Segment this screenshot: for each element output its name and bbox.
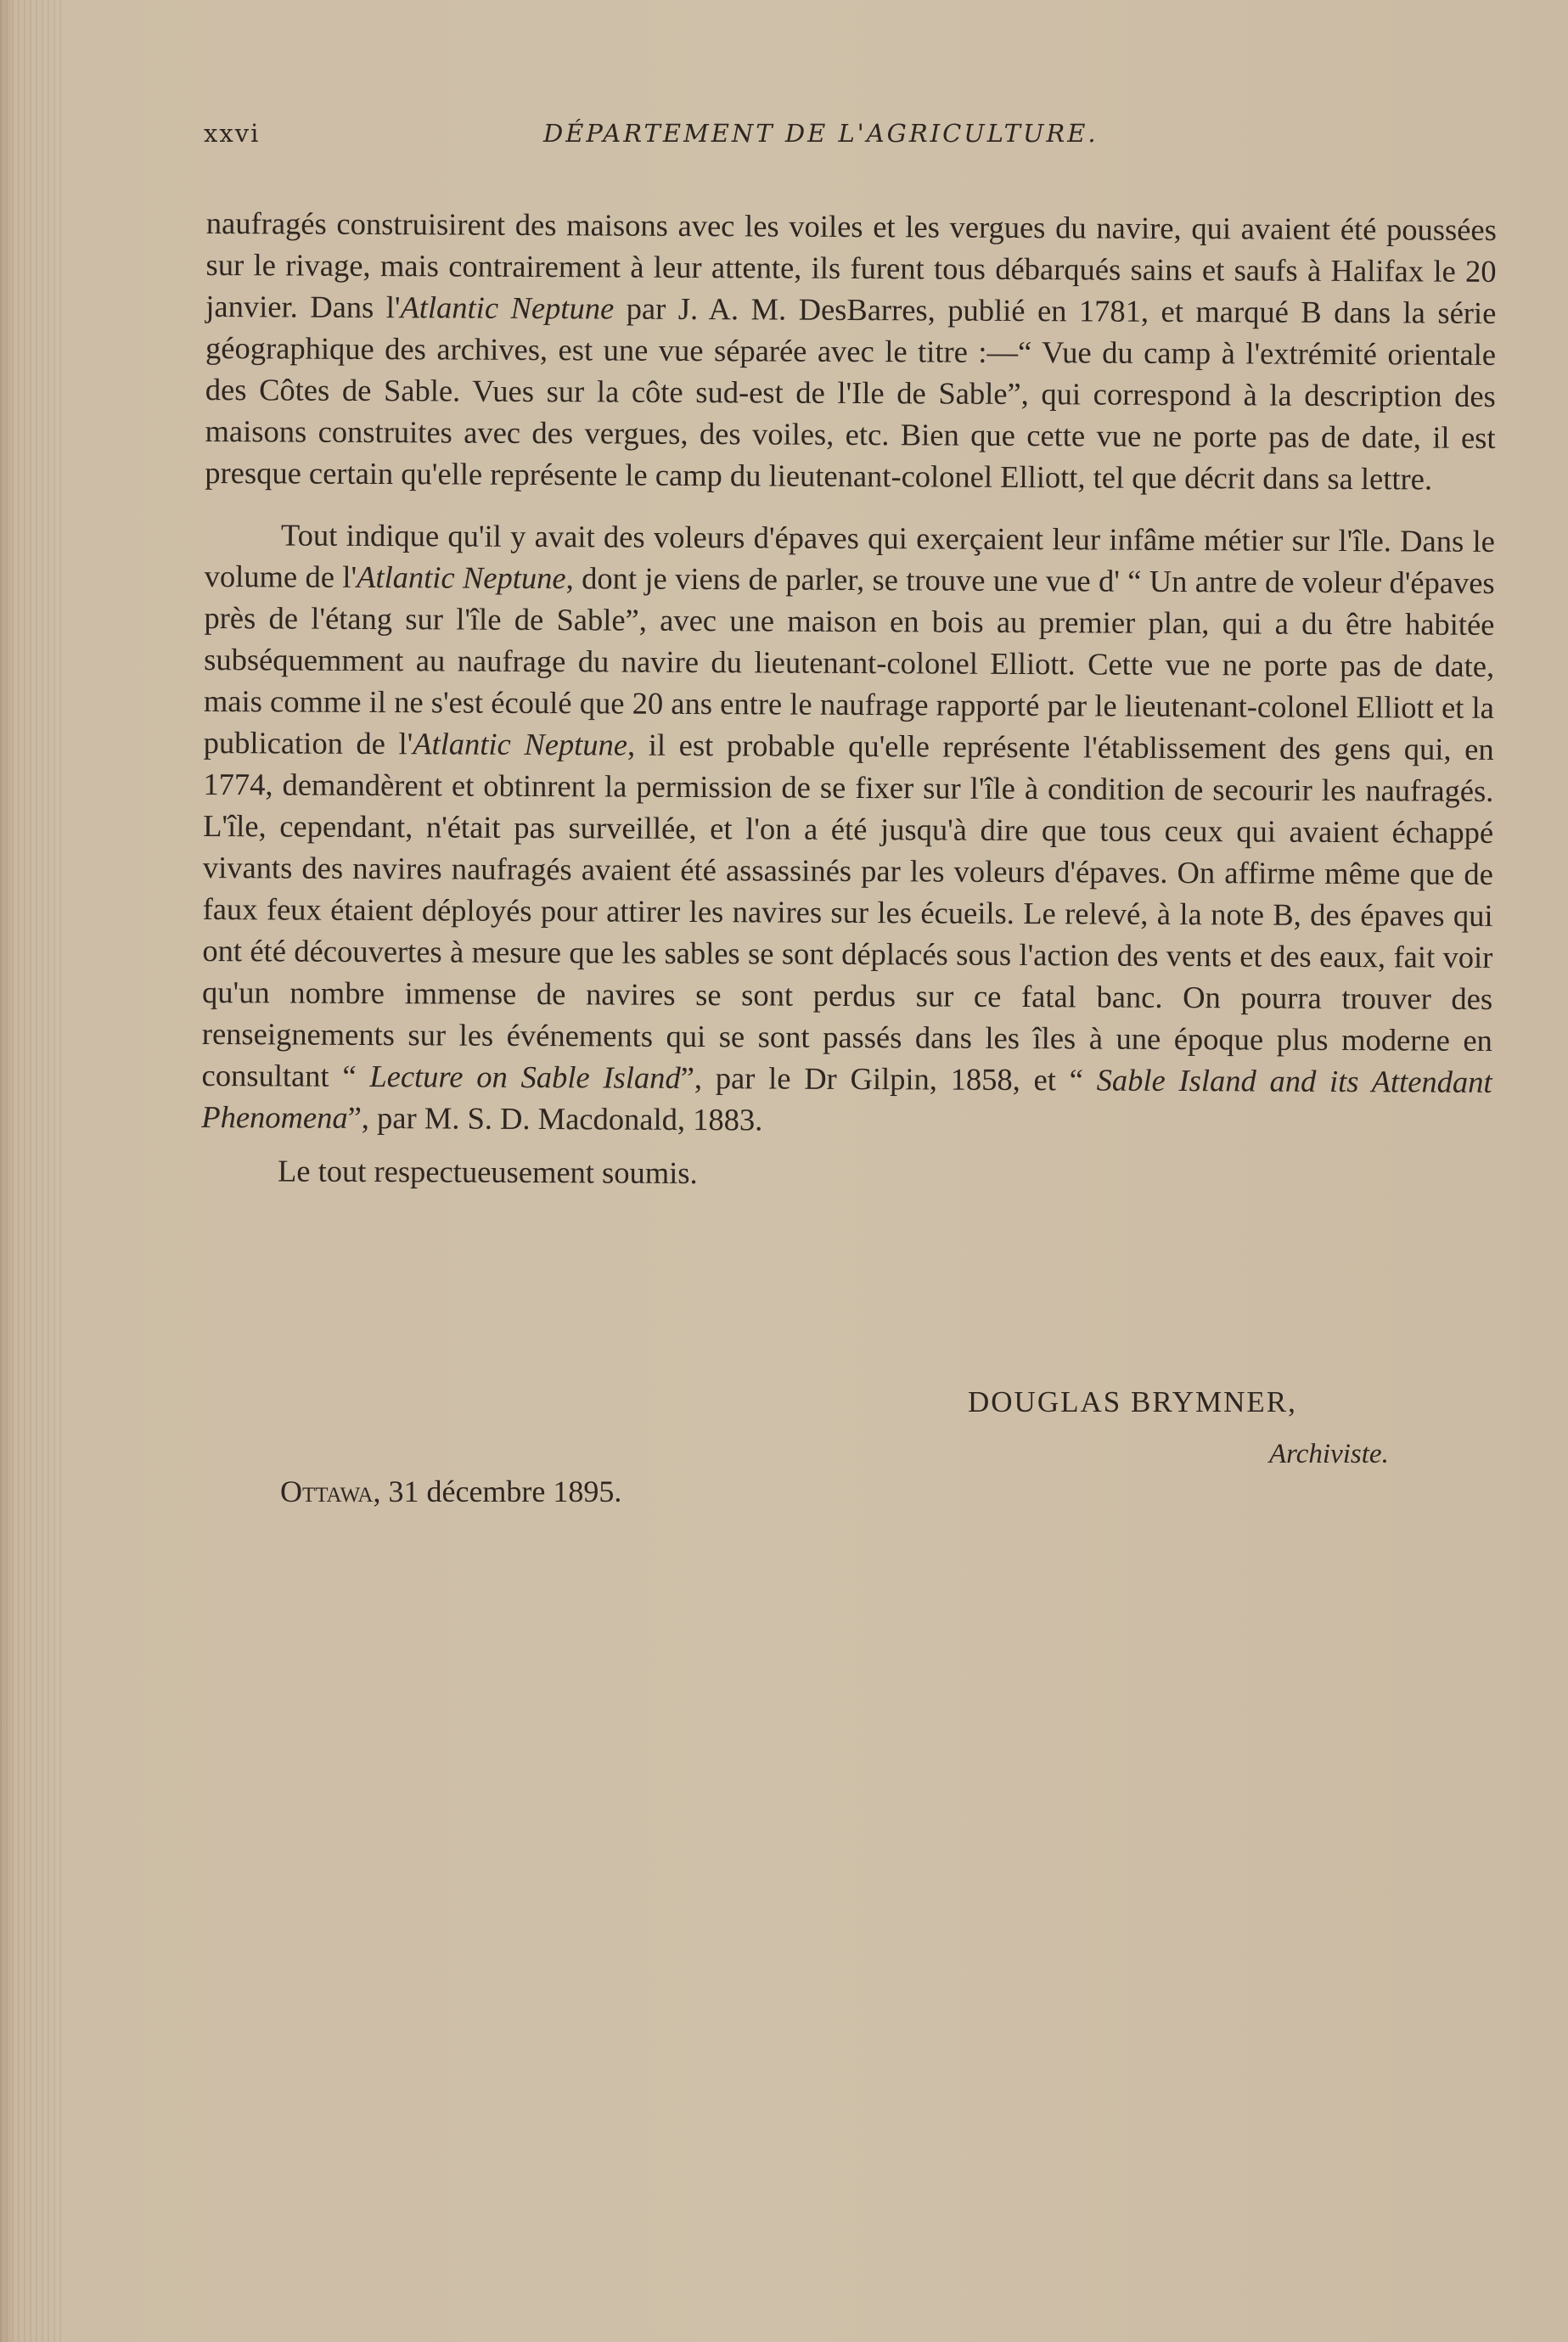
page-number: xxvi <box>204 119 261 148</box>
paragraph-2 <box>201 514 1495 1144</box>
paragraph-2-text-1: Tout indique qu'il y avait des voleurs d'épaves qui exerçaient leur infâme métier sur l'île. Dans le volume de l' <box>204 517 1496 594</box>
paragraph-2-italic-1: Atlantic Neptune <box>356 559 566 596</box>
paragraph-2-text-4: ”, par le Dr Gilpin, 1858, et “ <box>680 1059 1097 1098</box>
running-title: DÉPARTEMENT DE L'AGRICULTURE. <box>543 119 1099 148</box>
binding-edge <box>0 0 61 2342</box>
signature-name: DOUGLAS BRYMNER, <box>968 1385 1297 1418</box>
paragraph-2-italic-4: Sable Island and its Attendant Phenomena <box>201 1062 1492 1135</box>
paragraph-1-text-2: par J. A. M. DesBarres, publié en 1781, et marqué B dans la série géographique des archives, est une vue séparée avec le titre :—“ Vue du camp à l'extrémité orientale des Côtes de Sable. Vues sur la côte sud-est de l'Ile de Sable”, qui correspond à la description des maisons construites avec des vergues, des voiles, etc. Bien que cette vue ne porte pas de date, il est presque certain qu'elle représente le camp du lieutenant-colonel Elliott, tel que décrit dans sa lettre. <box>205 290 1497 497</box>
signature-title: Archiviste. <box>1269 1439 1389 1469</box>
paragraph-2-italic-2: Atlantic Neptune <box>413 726 628 762</box>
dateline-date: , 31 décembre 1895. <box>373 1474 622 1508</box>
dateline <box>280 1474 621 1509</box>
paragraph-2-text-3: , il est probable qu'elle représente l'établissement des gens qui, en 1774, demandèrent et obtinrent la permission de se fixer sur l'île à condition de secourir les naufragés. L'île, cependant, n'était pas surveillée, et l'on a été jusqu'à dire que tous ceux qui avaient échappé vivants des navires naufragés avaient été assassinés par les voleurs d'épaves. On affirme même que de faux feux étaient déployés pour attirer les navires sur les écueils. Le relevé, à la note B, des épaves qui ont été découvertes à mesure que les sables se sont déplacés sous l'action des vents et des eaux, fait voir qu'un nombre immense de navires se sont perdus sur ce fatal banc. On pourra trouver des renseignements sur les événements qui se sont passés dans les îles à une époque plus moderne en consultant “ <box>201 727 1494 1094</box>
closing-line: Le tout respectueusement soumis. <box>277 1153 698 1191</box>
dateline-place: Ottawa <box>280 1474 374 1508</box>
paragraph-2-text-2: , dont je viens de parler, se trouve une vue d' “ Un antre de voleur d'épaves près de l'étang sur l'île de Sable”, avec une maison en bois au premier plan, qui a du être habitée subséquemment au naufrage du navire du lieutenant-colonel Elliott. Cette vue ne porte pas de date, mais comme il ne s'est écoulé que 20 ans entre le naufrage rapporté par le lieutenant-colonel Elliott et la publication de l' <box>203 560 1495 761</box>
paragraph-2-text-5: ”, par M. S. D. Macdonald, 1883. <box>347 1099 763 1137</box>
paragraph-1-italic-1: Atlantic Neptune <box>400 289 615 326</box>
paragraph-1-text-1: naufragés construisirent des maisons avec les voiles et les vergues du navire, qui avaient été poussées sur le rivage, mais contrairement à leur attente, ils furent tous débarqués sains et saufs à Halifax le 20 janvier. Dans l' <box>205 205 1497 325</box>
body-text <box>201 202 1497 1198</box>
paragraph-1 <box>205 202 1497 500</box>
paragraph-2-italic-3: Lecture on Sable Island <box>369 1059 681 1095</box>
running-head <box>204 119 1392 161</box>
